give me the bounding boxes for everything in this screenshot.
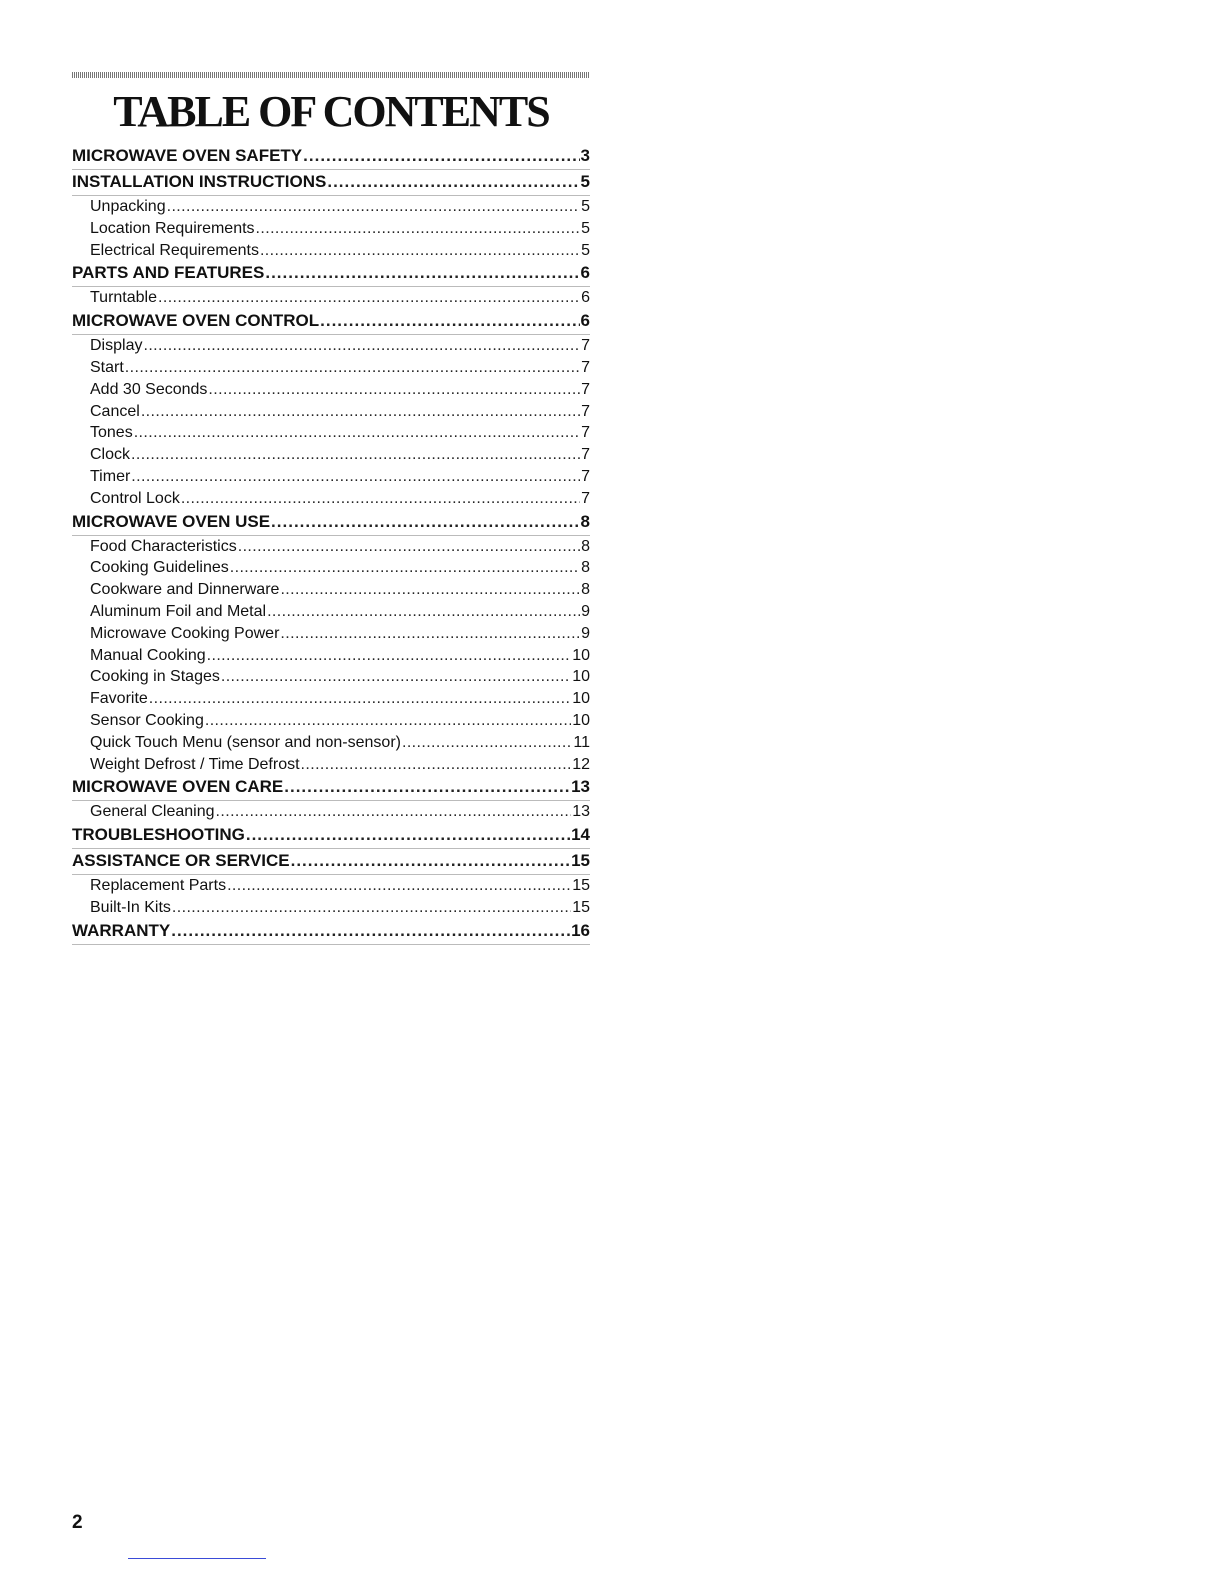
dot-leader [172,897,571,919]
toc-subentry[interactable] [72,196,590,218]
toc-entry-label: ASSISTANCE OR SERVICE [72,851,290,871]
toc-entry-label: General Cleaning [90,803,215,821]
toc-entry-page: 5 [581,219,590,237]
dot-leader [256,218,581,240]
dot-leader [303,144,579,168]
toc-entry-label: TROUBLESHOOTING [72,825,245,845]
toc-entry-page: 7 [581,358,590,376]
toc-entry-label: Display [90,337,143,355]
dot-leader [134,422,580,444]
dot-leader [149,688,571,710]
toc-entry-label: Microwave Cooking Power [90,624,280,642]
dot-leader [246,823,570,847]
toc-section-entry[interactable] [72,775,590,801]
toc-entry-label: Sensor Cooking [90,711,204,729]
toc-subentry[interactable] [72,287,590,309]
dot-leader [280,579,580,601]
toc-entry-page: 3 [580,146,590,165]
toc-section-entry[interactable] [72,919,590,945]
toc-entry-label: Cooking in Stages [90,668,220,686]
toc-entry-page: 11 [573,733,590,751]
toc-entry-label: MICROWAVE OVEN CARE [72,777,284,797]
dot-leader [208,379,580,401]
dot-leader [291,849,570,873]
toc-entry-label: Cooking Guidelines [90,559,229,577]
dot-leader [216,801,572,823]
toc-entry-page: 6 [580,263,590,283]
toc-entry-label: Add 30 Seconds [90,380,208,398]
toc-entry-page: 7 [581,467,590,485]
toc-section-entry[interactable] [72,823,590,849]
toc-entry-page: 8 [581,581,590,599]
toc-entry-page: 5 [581,241,590,259]
toc-entry-label: Tones [90,424,133,442]
toc-entry-page: 7 [581,402,590,420]
dot-leader [284,775,570,799]
toc-entry-label: Cancel [90,402,140,420]
dot-leader [143,335,580,357]
toc-entry-label: Start [90,358,124,376]
toc-entry-label: Electrical Requirements [90,241,259,259]
toc-subentry[interactable] [72,623,590,645]
toc-subentry[interactable] [72,335,590,357]
page-number: 2 [72,1512,83,1533]
dot-leader [271,510,579,534]
toc-entry-page: 7 [581,489,590,507]
toc-entry-page: 13 [572,803,590,821]
toc-entry-page: 8 [580,511,590,531]
dot-leader [131,444,580,466]
toc-entry-page: 10 [572,711,590,729]
toc-entry-page: 14 [571,825,590,845]
dot-leader [265,261,579,285]
toc-entry-page: 7 [581,424,590,442]
toc-subentry[interactable] [72,401,590,423]
toc-subentry[interactable] [72,579,590,601]
toc-entry-label: INSTALLATION INSTRUCTIONS [72,172,327,191]
toc-entry-label: WARRANTY [72,920,171,940]
toc-entry-page: 10 [572,690,590,708]
toc-entry-page: 9 [581,624,590,642]
toc-entry-label: Replacement Parts [90,877,227,895]
dot-leader [267,601,580,623]
toc-section-entry[interactable] [72,510,590,536]
toc-entry-page: 8 [581,537,590,555]
toc-subentry[interactable] [72,897,590,919]
dot-leader [301,754,572,776]
toc-entry-label: Clock [90,446,131,464]
toc-entry-page: 6 [581,289,590,307]
toc-entry-page: 10 [572,646,590,664]
toc-entry-page: 15 [572,898,590,916]
toc-entry-label: MICROWAVE OVEN SAFETY [72,146,303,165]
toc-subentry[interactable] [72,710,590,732]
toc-entry-page: 15 [571,851,590,871]
toc-subentry[interactable] [72,218,590,240]
footer-rule [128,1558,266,1559]
toc-subentry[interactable] [72,466,590,488]
dot-leader [181,488,580,510]
toc-entry-page: 6 [580,311,590,331]
dot-leader [402,732,572,754]
toc-entry-label: MICROWAVE OVEN USE [72,511,271,531]
dot-leader [230,557,580,579]
dot-leader [141,401,580,423]
toc-entry-label: Unpacking [90,198,166,215]
toc-entry-label: Aluminum Foil and Metal [90,602,267,620]
toc-entry-label: MICROWAVE OVEN CONTROL [72,311,320,331]
toc-subentry[interactable] [72,754,590,776]
toc-entry-page: 7 [581,446,590,464]
toc-entry-page: 12 [572,755,590,773]
dot-leader [158,287,580,309]
toc-subentry[interactable] [72,444,590,466]
toc-subentry[interactable] [72,801,590,823]
toc-subentry[interactable] [72,536,590,558]
toc-section-entry[interactable] [72,261,590,287]
toc-entry-page: 5 [580,172,590,191]
toc-entry-label: Favorite [90,690,148,708]
toc-entry-label: Control Lock [90,489,180,507]
toc-subentry[interactable] [72,645,590,667]
toc-entry-page: 10 [572,668,590,686]
toc-entry-label: Food Characteristics [90,537,237,555]
toc-entry-label: Weight Defrost / Time Defrost [90,755,300,773]
toc-subentry[interactable] [72,422,590,444]
toc-subentry[interactable] [72,601,590,623]
dot-leader [171,919,570,943]
toc-entry-label: Location Requirements [90,219,255,237]
toc-section-entry[interactable] [72,170,590,196]
toc-subentry[interactable] [72,488,590,510]
toc-entry-label: Built-In Kits [90,898,171,916]
header-rule [72,72,590,78]
toc-section-entry[interactable] [72,309,590,335]
toc-entry-label: Manual Cooking [90,646,206,664]
page-title: TABLE OF CONTENTS [113,87,549,136]
toc-entry-label: Quick Touch Menu (sensor and non-sensor) [90,733,401,751]
toc-subentry[interactable] [72,688,590,710]
dot-leader [320,309,579,333]
dot-leader [125,357,580,379]
dot-leader [260,240,580,262]
dot-leader [167,196,580,218]
toc-subentry[interactable] [72,240,590,262]
toc-entry-page: 5 [581,198,590,215]
toc-subentry[interactable] [72,875,590,897]
toc-entry-page: 16 [571,920,590,940]
toc-subentry[interactable] [72,379,590,401]
toc-subentry[interactable] [72,557,590,579]
toc-entry-page: 7 [581,380,590,398]
toc-entry-label: Turntable [90,289,157,307]
toc-section-entry[interactable] [72,849,590,875]
dot-leader [227,875,571,897]
dot-leader [238,536,580,558]
dot-leader [221,666,571,688]
dot-leader [207,645,572,667]
toc-entry-label: Cookware and Dinnerware [90,581,280,599]
dot-leader [327,170,579,194]
toc-entry-page: 8 [581,559,590,577]
dot-leader [205,710,571,732]
toc-entry-page: 9 [581,602,590,620]
toc-entry-page: 15 [572,877,590,895]
table-of-contents [72,144,590,945]
toc-section-entry[interactable] [72,144,590,170]
toc-subentry[interactable] [72,666,590,688]
toc-subentry[interactable] [72,357,590,379]
toc-entry-label: PARTS AND FEATURES [72,263,265,283]
dot-leader [131,466,580,488]
dot-leader [280,623,580,645]
toc-entry-page: 7 [581,337,590,355]
toc-subentry[interactable] [72,732,590,754]
toc-entry-label: Timer [90,467,131,485]
toc-entry-page: 13 [571,777,590,797]
